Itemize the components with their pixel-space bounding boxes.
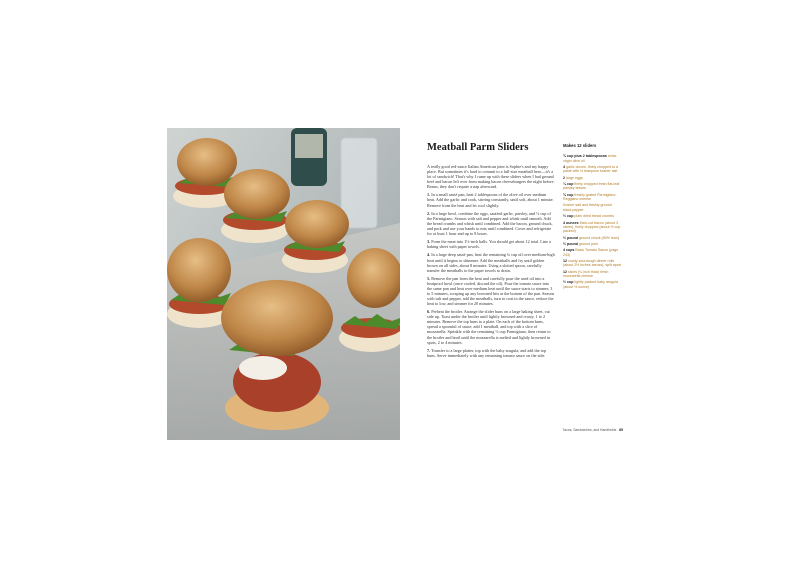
step-text: Transfer to a large platter, top with the baby arugula, and add the top buns. Serve immediately with any remaining tomato sauce on the side. [427, 347, 546, 358]
page-number: 89 [619, 428, 623, 432]
ingredient-item [563, 165, 621, 174]
ingredient-item [563, 214, 621, 218]
ingredient-qty: ½ pound [563, 235, 578, 240]
ingredient-name: crusty sourdough dinner rolls (about 2½ inches across), split apart [563, 258, 621, 268]
ingredient-item [563, 280, 621, 289]
ingredient-qty: ½ cup [563, 214, 574, 219]
step-text: In a small sauté pan, heat 2 tablespoons of the olive oil over medium heat. Add the garlic and cook, stirring constantly, until soft, about 1 minute. Remove from the heat and let cool slightly. [427, 192, 554, 208]
ingredient-qty: 4 cups [563, 248, 575, 253]
recipe-title: Meatball Parm Sliders [427, 142, 529, 153]
ingredient-name: thick-cut bacon (about 3 slices), finely chopped (about ½ cup packed) [563, 220, 621, 234]
book-spread [167, 128, 633, 440]
slider-photo-illustration [167, 128, 400, 440]
ingredient-name: large eggs [566, 175, 583, 180]
ingredient-qty: ½ pound [563, 241, 578, 246]
step-text: In a large deep sauté pan, heat the remaining ¾ cup oil over medium-high heat until it begins to shimmer. Add the meatballs and fry until golden brown on all sides, about 8 minutes. Using a slotted spoon, carefully transfer the meatballs to the paper towels to drain. [427, 252, 555, 273]
ingredient-list [563, 144, 621, 291]
ingredient-item [563, 203, 621, 212]
ingredient-item [563, 242, 621, 246]
step-number: 2. [427, 210, 431, 216]
recipe-step [427, 211, 555, 236]
ingredient-item [563, 193, 621, 202]
slider-photo [167, 128, 400, 440]
section-name: Tacos, Sandwiches, and Handhelds [562, 428, 617, 432]
recipe-step [427, 239, 555, 249]
ingredient-name: lightly packed baby arugula (about ½ ounce) [563, 280, 618, 289]
ingredient-name: finely chopped fresh flat-leaf parsley leaves [563, 182, 620, 191]
ingredient-item [563, 236, 621, 240]
ingredient-qty: 12 [563, 258, 567, 263]
ingredient-qty: 4 [563, 164, 565, 169]
ingredient-item [563, 154, 621, 163]
ingredient-name: slices (¼ inch thick) fresh mozzarella cheese [563, 269, 609, 278]
ingredient-qty: 2 [563, 175, 565, 180]
step-number: 1. [427, 192, 431, 198]
step-number: 3. [427, 239, 431, 245]
recipe-step [427, 192, 555, 207]
step-text: In a large bowl, combine the eggs, sautéed garlic, parsley, and ⅓ cup of the Parmigiano. Season with salt and pepper and whisk until smooth. Add the bread crumbs and whisk until combined. Add the bacon, ground chuck, and pork and use your hands to mix until combined. Cover and refrigerate for at least 1 hour and up to 8 hours. [427, 210, 553, 236]
ingredient-name: ground pork [578, 241, 599, 246]
step-number: 5. [427, 275, 431, 281]
ingredient-name: extra-virgin olive oil [563, 154, 618, 163]
ingredient-name: Basic Tomato Sauce (page 243) [563, 248, 619, 257]
ingredient-qty: ½ cup [563, 280, 574, 285]
recipe-step [427, 309, 555, 344]
ingredient-item [563, 259, 621, 268]
step-text: Preheat the broiler. Arrange the slider buns on a large baking sheet, cut side up. Toast under the broiler until lightly browned and crusty, 1 to 2 minutes. Remove the top buns to a plate. On each of the bottom buns, spread a spoonful of sauce, add 1 meatball, and top with a slice of mozzarella. Sprinkle with the remaining ⅓ cup Parmigiano, then return to the broiler and broil until the mozzarella is melted and lightly browned in spots, 2 to 4 minutes. [427, 309, 551, 345]
step-text: Remove the pan from the heat and carefully pour the used oil into a heatproof bowl (once cooled, discard the oil). Pour the tomato sauce into the same pan and heat over medium heat until the sauce starts to simmer, 3 to 5 minutes, scraping up any browned bits at the bottom of the pan. Season with salt and pepper, add the meatballs, turn to coat in the sauce, reduce the heat to low, and simmer for 20 minutes. [427, 275, 554, 307]
recipe-intro: A really good red-sauce Italian American joint is Sophie's and my happy place. But sometimes it's hard to commit to a full-size meatball hero—it's a lot of sandwich! That's why I came up with these sliders when I had ground beef and bacon left over from making bacon cheeseburgers the night before. Bonus, they don't require a nap afterward. [427, 164, 555, 190]
page-footer [563, 428, 623, 432]
recipe-step [427, 276, 555, 306]
ingredient-qty: ¼ cup [563, 182, 574, 187]
recipe-body [427, 164, 555, 361]
recipe-step [427, 252, 555, 272]
ingredient-qty: ¾ cup [563, 192, 574, 197]
ingredient-item [563, 182, 621, 191]
ingredient-item [563, 270, 621, 279]
ingredient-name: plain dried bread crumbs [574, 214, 614, 219]
step-text: Form the meat into 1½-inch balls. You should get about 12 total. Line a baking sheet with paper towels. [427, 239, 551, 250]
ingredient-qty: 4 ounces [563, 220, 579, 225]
step-number: 6. [427, 309, 431, 315]
ingredient-item [563, 248, 621, 257]
ingredient-name: garlic cloves, finely chopped to a paste with ½ teaspoon kosher salt [563, 164, 618, 174]
ingredient-name: ground chuck (80% lean) [578, 235, 619, 240]
recipe-page [400, 128, 633, 440]
recipe-step [427, 348, 555, 358]
ingredient-qty: ¾ cup plus 2 tablespoons [563, 154, 607, 159]
ingredient-name: freshly grated Parmigiano-Reggiano cheese [563, 192, 617, 202]
ingredient-item [563, 221, 621, 234]
ingredient-qty: 12 [563, 269, 567, 274]
ingredient-item [563, 176, 621, 180]
step-number: 4. [427, 252, 431, 258]
yield-heading: Makes 12 sliders [563, 143, 597, 148]
step-number: 7. [427, 347, 431, 353]
ingredient-name: Kosher salt and freshly ground black pepper [563, 203, 612, 212]
